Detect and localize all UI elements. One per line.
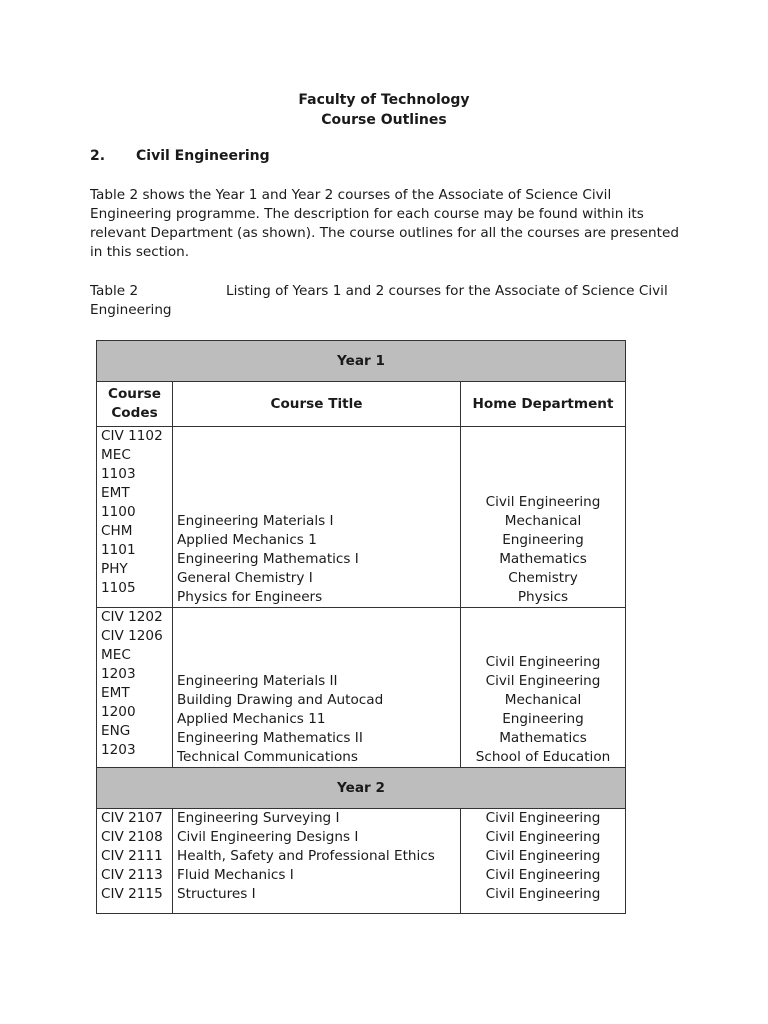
home-department: Civil Engineering	[485, 673, 601, 689]
departments-cell	[461, 809, 626, 914]
course-code: 1100	[101, 504, 136, 520]
departments-cell	[461, 427, 626, 608]
home-department: Mechanical	[504, 692, 582, 708]
course-code: CIV 1202	[101, 609, 163, 625]
home-department: Civil Engineering	[485, 810, 601, 826]
course-title: Engineering Surveying I	[177, 810, 340, 826]
course-code: 1200	[101, 704, 136, 720]
course-code: MEC	[101, 647, 131, 663]
course-code: 1105	[101, 580, 136, 596]
home-department: Mathematics	[499, 551, 587, 567]
section-title: Civil Engineering	[136, 148, 270, 164]
course-code: EMT	[101, 685, 130, 701]
home-department: Mechanical	[504, 513, 582, 529]
home-department: Chemistry	[508, 570, 578, 586]
course-title: Civil Engineering Designs I	[177, 829, 359, 845]
year-2-label: Year 2	[97, 768, 626, 809]
course-title: Applied Mechanics 11	[177, 711, 326, 727]
course-title: Technical Communications	[177, 749, 358, 765]
home-department: School of Education	[475, 749, 611, 765]
course-code: EMT	[101, 485, 130, 501]
course-codes-cell	[97, 608, 173, 768]
table-row	[97, 427, 626, 608]
home-department: Mathematics	[499, 730, 587, 746]
course-code: 1103	[101, 466, 136, 482]
course-codes-cell	[97, 809, 173, 914]
home-department: Civil Engineering	[485, 829, 601, 845]
course-titles-cell	[173, 608, 461, 768]
table-row	[97, 608, 626, 768]
course-titles-cell	[173, 809, 461, 914]
course-title: Structures I	[177, 886, 256, 902]
header-course-codes	[97, 382, 173, 427]
home-department: Engineering	[502, 711, 584, 727]
home-department: Civil Engineering	[485, 654, 601, 670]
year-1-label: Year 1	[97, 341, 626, 382]
course-code: CIV 2113	[101, 867, 163, 883]
course-code: CIV 2108	[101, 829, 163, 845]
table-caption	[90, 282, 690, 320]
course-code: CIV 1206	[101, 628, 163, 644]
course-code: ENG	[101, 723, 131, 739]
course-title: Engineering Mathematics I	[177, 551, 359, 567]
table-row	[97, 809, 626, 914]
course-code: 1203	[101, 666, 136, 682]
course-title: Engineering Materials I	[177, 513, 334, 529]
course-code: CIV 1102	[101, 428, 163, 444]
course-title: Physics for Engineers	[177, 589, 323, 605]
section-heading	[90, 148, 270, 164]
course-title: Fluid Mechanics I	[177, 867, 294, 883]
course-code: MEC	[101, 447, 131, 463]
intro-paragraph: Table 2 shows the Year 1 and Year 2 courses of the Associate of Science Civil Engineering programme. The description for each course may be found within its relevant Department (as shown). The course outlines for all the courses are presented in this section.	[90, 187, 679, 260]
document-title: Faculty of Technology	[298, 92, 470, 108]
course-title: Engineering Materials II	[177, 673, 338, 689]
course-codes-cell	[97, 427, 173, 608]
course-title: Applied Mechanics 1	[177, 532, 317, 548]
course-title: Health, Safety and Professional Ethics	[177, 848, 435, 864]
header-course-title: Course Title	[173, 382, 461, 427]
course-code: 1203	[101, 742, 136, 758]
course-title: Engineering Mathematics II	[177, 730, 363, 746]
header-codes-line1: Course	[107, 386, 161, 402]
year-2-row	[97, 768, 626, 809]
course-title: General Chemistry I	[177, 570, 313, 586]
course-titles-cell	[173, 427, 461, 608]
course-code: CHM	[101, 523, 133, 539]
home-department: Engineering	[502, 532, 584, 548]
section-number: 2.	[90, 148, 106, 164]
departments-cell	[461, 608, 626, 768]
header-codes-line2: Codes	[111, 405, 158, 421]
course-code: PHY	[101, 561, 128, 577]
home-department: Civil Engineering	[485, 867, 601, 883]
table-header-row	[97, 382, 626, 427]
header-home-department: Home Department	[461, 382, 626, 427]
course-code: CIV 2107	[101, 810, 163, 826]
year-1-row	[97, 341, 626, 382]
course-code: CIV 2115	[101, 886, 163, 902]
home-department: Civil Engineering	[485, 494, 601, 510]
course-code: CIV 2111	[101, 848, 163, 864]
course-title: Building Drawing and Autocad	[177, 692, 384, 708]
table-caption-text: Listing of Years 1 and 2 courses for the Associate of Science Civil Engineering	[90, 283, 668, 318]
home-department: Civil Engineering	[485, 886, 601, 902]
home-department: Civil Engineering	[485, 848, 601, 864]
document-subtitle: Course Outlines	[321, 112, 447, 128]
course-code: 1101	[101, 542, 136, 558]
home-department: Physics	[517, 589, 569, 605]
table-label: Table 2	[90, 283, 139, 299]
courses-table	[96, 340, 626, 914]
